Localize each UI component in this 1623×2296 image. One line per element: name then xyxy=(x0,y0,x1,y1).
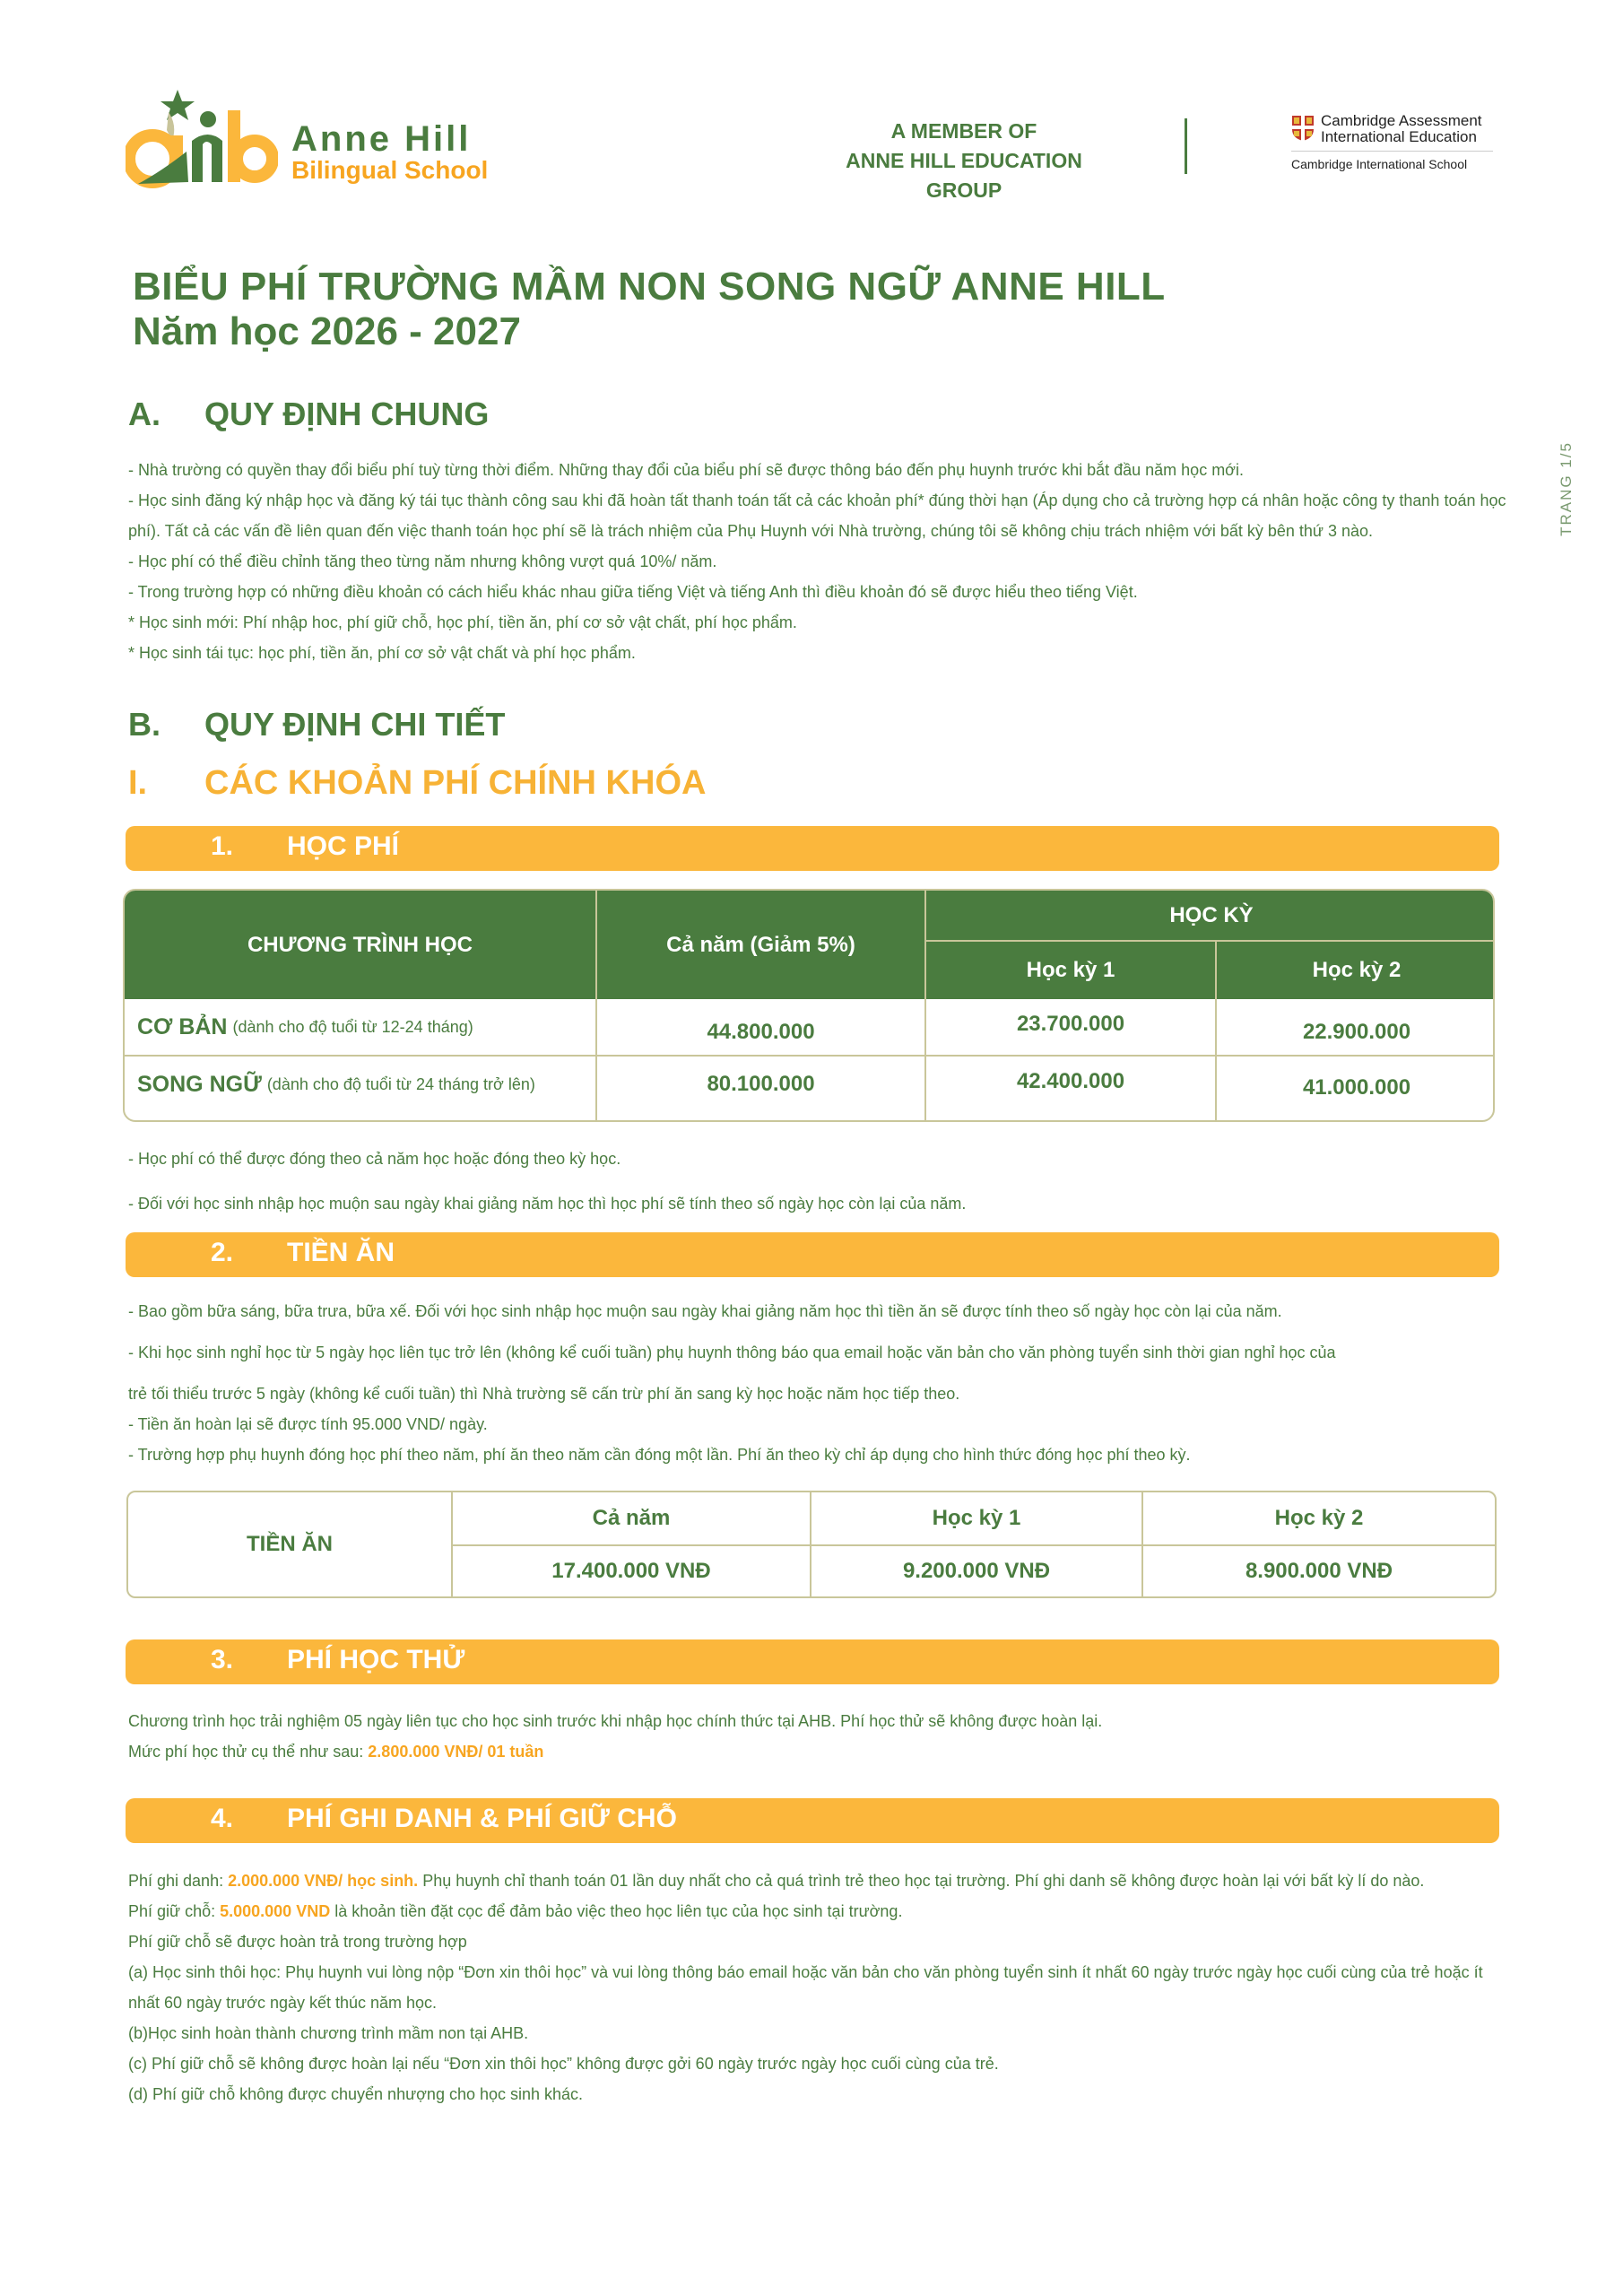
deposit-prefix: Phí giữ chỗ: xyxy=(128,1902,221,1920)
sem2-fee: 22.900.000 xyxy=(1302,1020,1411,1044)
general-rule: - Trong trường hợp có những điều khoản có cách hiểu khác nhau giữa tiếng Việt và tiếng Anh thì điều khoản đó sẽ được hiểu theo tiếng Việt. xyxy=(128,583,1138,601)
program-desc: (dành cho độ tuổi từ 24 tháng trở lên) xyxy=(266,1074,535,1093)
sem2-fee: 41.000.000 xyxy=(1302,1075,1411,1100)
registration-text xyxy=(128,1866,1509,2109)
trial-section-bar xyxy=(126,1639,1499,1684)
header-divider xyxy=(595,891,597,999)
meals-row-label: TIỀN ĂN xyxy=(247,1532,333,1556)
column-divider xyxy=(595,999,597,1122)
meals-table xyxy=(126,1491,1497,1598)
deposit-amount: 5.000.000 VND xyxy=(220,1902,331,1920)
trial-label: PHÍ HỌC THỬ xyxy=(287,1645,465,1674)
cambridge-line-1: Cambridge Assessment xyxy=(1321,112,1482,129)
trial-line-1: Chương trình học trải nghiệm 05 ngày liên tục cho học sinh trước khi nhập học chính thức tại AHB. Phí học thử sẽ không được hoàn lại. xyxy=(128,1712,1103,1730)
section-a-number: A. xyxy=(128,396,161,432)
general-rule: - Học phí có thể điều chỉnh tăng theo từng năm nhưng không vượt quá 10%/ năm. xyxy=(128,552,717,570)
tuition-note: - Đối với học sinh nhập học muộn sau ngày khai giảng năm học thì học phí sẽ tính theo số ngày học còn lại của năm. xyxy=(128,1195,967,1213)
page-header xyxy=(0,0,1623,206)
cambridge-line-2: International Education xyxy=(1321,128,1477,145)
header-divider xyxy=(924,891,926,999)
header-divider xyxy=(1215,940,1217,999)
cambridge-line-3: Cambridge International School xyxy=(1291,157,1468,171)
column-divider xyxy=(1215,999,1217,1122)
section-a-heading xyxy=(128,396,489,432)
trial-fee-prefix: Mức phí học thử cụ thể như sau: xyxy=(128,1743,369,1761)
school-name: Anne Hill xyxy=(291,119,472,159)
registration-label: PHÍ GHI DANH & PHÍ GIỮ CHỖ xyxy=(287,1804,677,1833)
registration-fee-line xyxy=(128,1866,1509,1896)
meals-note: - Khi học sinh nghỉ học từ 5 ngày học liên tục trở lên (không kể cuối tuần) phụ huynh thông báo qua email hoặc văn bản cho văn phòng tuyển sinh thời gian nghỉ học của xyxy=(128,1344,1336,1361)
page-indicator xyxy=(1553,430,1580,547)
tuition-table-header xyxy=(125,891,1493,999)
tuition-table xyxy=(123,889,1495,1122)
section-i-heading xyxy=(128,765,706,801)
column-divider xyxy=(1141,1492,1143,1596)
full-year-fee: 80.100.000 xyxy=(707,1072,815,1096)
meals-fee-sem1: 9.200.000 VNĐ xyxy=(902,1559,1051,1583)
page-indicator-text: TRANG 1/5 xyxy=(1558,441,1575,536)
program-desc: (dành cho độ tuổi từ 12-24 tháng) xyxy=(232,1017,473,1036)
full-year-fee: 44.800.000 xyxy=(707,1020,815,1044)
header-sem-1: Học kỳ 1 xyxy=(1026,958,1115,982)
header-program: CHƯƠNG TRÌNH HỌC xyxy=(247,932,473,957)
program-cell xyxy=(125,999,595,1055)
refund-condition: (b)Học sinh hoàn thành chương trình mầm non tại AHB. xyxy=(128,2024,529,2042)
meals-fee-sem2: 8.900.000 VNĐ xyxy=(1245,1559,1393,1583)
general-rule: - Nhà trường có quyền thay đổi biểu phí tuỳ từng thời điểm. Những thay đổi của biểu phí sẽ được thông báo đến phụ huynh trước khi bắt đầu năm học mới. xyxy=(128,461,1244,479)
refund-condition: (a) Học sinh thôi học: Phụ huynh vui lòng nộp “Đơn xin thôi học” và vui lòng thông báo email hoặc văn bản cho văn phòng tuyển sinh ít nhất 60 ngày trước ngày học cuối cùng của trẻ hoặc ít nhất 60 ngày trước ngày kết thúc năm học. xyxy=(128,1963,1483,2012)
refund-condition: (c) Phí giữ chỗ sẽ không được hoàn lại nếu “Đơn xin thôi học” không được gởi 60 ngày trước ngày học cuối cùng của trẻ. xyxy=(128,2055,999,2073)
header-sem-2: Học kỳ 2 xyxy=(1312,958,1402,982)
meals-note: - Trường hợp phụ huynh đóng học phí theo năm, phí ăn theo năm cần đóng một lần. Phí ăn theo kỳ chỉ áp dụng cho hình thức đóng học phí theo kỳ. xyxy=(128,1446,1191,1464)
sem1-fee: 23.700.000 xyxy=(1016,1012,1125,1036)
member-line-2: ANNE HILL EDUCATION GROUP xyxy=(846,149,1082,202)
school-year: Năm học 2026 - 2027 xyxy=(133,309,521,353)
school-logo xyxy=(126,85,502,193)
member-line-1: A MEMBER OF xyxy=(890,119,1037,143)
tuition-label: HỌC PHÍ xyxy=(287,831,400,861)
refund-condition: (d) Phí giữ chỗ không được chuyển nhượng cho học sinh khác. xyxy=(128,2085,584,2103)
header-full-year: Cả năm (Giảm 5%) xyxy=(666,932,855,957)
ahb-logo-icon xyxy=(126,85,278,193)
section-i-label: CÁC KHOẢN PHÍ CHÍNH KHÓA xyxy=(204,764,707,802)
registration-fee-prefix: Phí ghi danh: xyxy=(128,1872,229,1890)
tuition-number: 1. xyxy=(211,831,234,861)
cambridge-shield-icon xyxy=(1291,115,1315,142)
meals-section-bar xyxy=(126,1232,1499,1277)
section-b-heading xyxy=(128,707,505,743)
general-rule: * Học sinh tái tục: học phí, tiền ăn, phí cơ sở vật chất và phí học phẩm. xyxy=(128,644,636,662)
deposit-line xyxy=(128,1896,1509,1926)
document-title: BIỂU PHÍ TRƯỜNG MẦM NON SONG NGỮ ANNE HILL xyxy=(133,265,1166,309)
school-subtitle: Bilingual School xyxy=(291,156,489,184)
meals-note: trẻ tối thiểu trước 5 ngày (không kể cuối tuần) thì Nhà trường sẽ cấn trừ phí ăn sang kỳ học hoặc năm học tiếp theo. xyxy=(128,1385,960,1403)
tuition-section-bar xyxy=(126,826,1499,871)
registration-number: 4. xyxy=(211,1804,234,1833)
meals-header-sem2: Học kỳ 2 xyxy=(1274,1506,1364,1530)
registration-section-bar xyxy=(126,1798,1499,1843)
meals-header-sem1: Học kỳ 1 xyxy=(932,1506,1021,1530)
tuition-notes xyxy=(128,1144,1509,1219)
tuition-note: - Học phí có thể được đóng theo cả năm học hoặc đóng theo kỳ học. xyxy=(128,1150,621,1168)
cambridge-rule xyxy=(1291,151,1493,152)
program-cell xyxy=(125,1057,595,1112)
meals-label: TIỀN ĂN xyxy=(287,1238,395,1267)
meals-notes xyxy=(128,1296,1509,1470)
header-divider xyxy=(926,940,1495,942)
registration-fee-rest: Phụ huynh chỉ thanh toán 01 lần duy nhất cho cả quá trình trẻ theo học tại trường. Phí ghi danh sẽ không được hoàn lại với bất kỳ lí do nào. xyxy=(418,1872,1425,1890)
meals-header-full-year: Cả năm xyxy=(592,1506,671,1530)
member-of-group xyxy=(820,117,1107,205)
trial-fee-amount: 2.800.000 VNĐ/ 01 tuần xyxy=(368,1743,544,1761)
refund-intro: Phí giữ chỗ sẽ được hoàn trả trong trường hợp xyxy=(128,1933,467,1951)
program-name: SONG NGỮ xyxy=(137,1071,262,1097)
header-divider xyxy=(1185,118,1187,174)
registration-fee-amount: 2.000.000 VNĐ/ học sinh. xyxy=(228,1872,419,1890)
trial-line-2 xyxy=(128,1736,1509,1767)
meals-fee-full-year: 17.400.000 VNĐ xyxy=(551,1559,711,1583)
column-divider xyxy=(810,1492,812,1596)
meals-note: - Tiền ăn hoàn lại sẽ được tính 95.000 VND/ ngày. xyxy=(128,1415,488,1433)
general-rule: - Học sinh đăng ký nhập học và đăng ký tái tục thành công sau khi đã hoàn tất thanh toán tất cả các khoản phí* đúng thời hạn (Áp dụng cho cả trường hợp cá nhân hoặc công ty thanh toán học phí). Tất cả các vấn đề liên quan đến việc thanh toán học phí sẽ là trách nhiệm của Phụ Huynh với Nhà trường, chúng tôi sẽ không chịu trách nhiệm với bất kỳ bên thứ 3 nào. xyxy=(128,491,1506,540)
meals-number: 2. xyxy=(211,1238,234,1267)
section-b-label: QUY ĐỊNH CHI TIẾT xyxy=(204,706,506,743)
general-rules xyxy=(128,455,1509,668)
general-rule: * Học sinh mới: Phí nhập hoc, phí giữ chỗ, học phí, tiền ăn, phí cơ sở vật chất, phí học phẩm. xyxy=(128,613,797,631)
program-name: CƠ BẢN xyxy=(137,1013,228,1039)
header-semester-group: HỌC KỲ xyxy=(1169,902,1254,927)
trial-text xyxy=(128,1706,1509,1767)
column-divider xyxy=(924,999,926,1122)
sem1-fee: 42.400.000 xyxy=(1016,1069,1125,1093)
section-b-number: B. xyxy=(128,706,161,743)
section-i-number: I. xyxy=(128,764,148,802)
deposit-rest: là khoản tiền đặt cọc để đảm bảo việc theo học liên tục của học sinh tại trường. xyxy=(330,1902,903,1920)
section-a-label: QUY ĐỊNH CHUNG xyxy=(204,396,490,432)
meals-note: - Bao gồm bữa sáng, bữa trưa, bữa xế. Đối với học sinh nhập học muộn sau ngày khai giảng năm học thì tiền ăn sẽ được tính theo số ngày học còn lại của năm. xyxy=(128,1302,1282,1320)
trial-number: 3. xyxy=(211,1645,234,1674)
